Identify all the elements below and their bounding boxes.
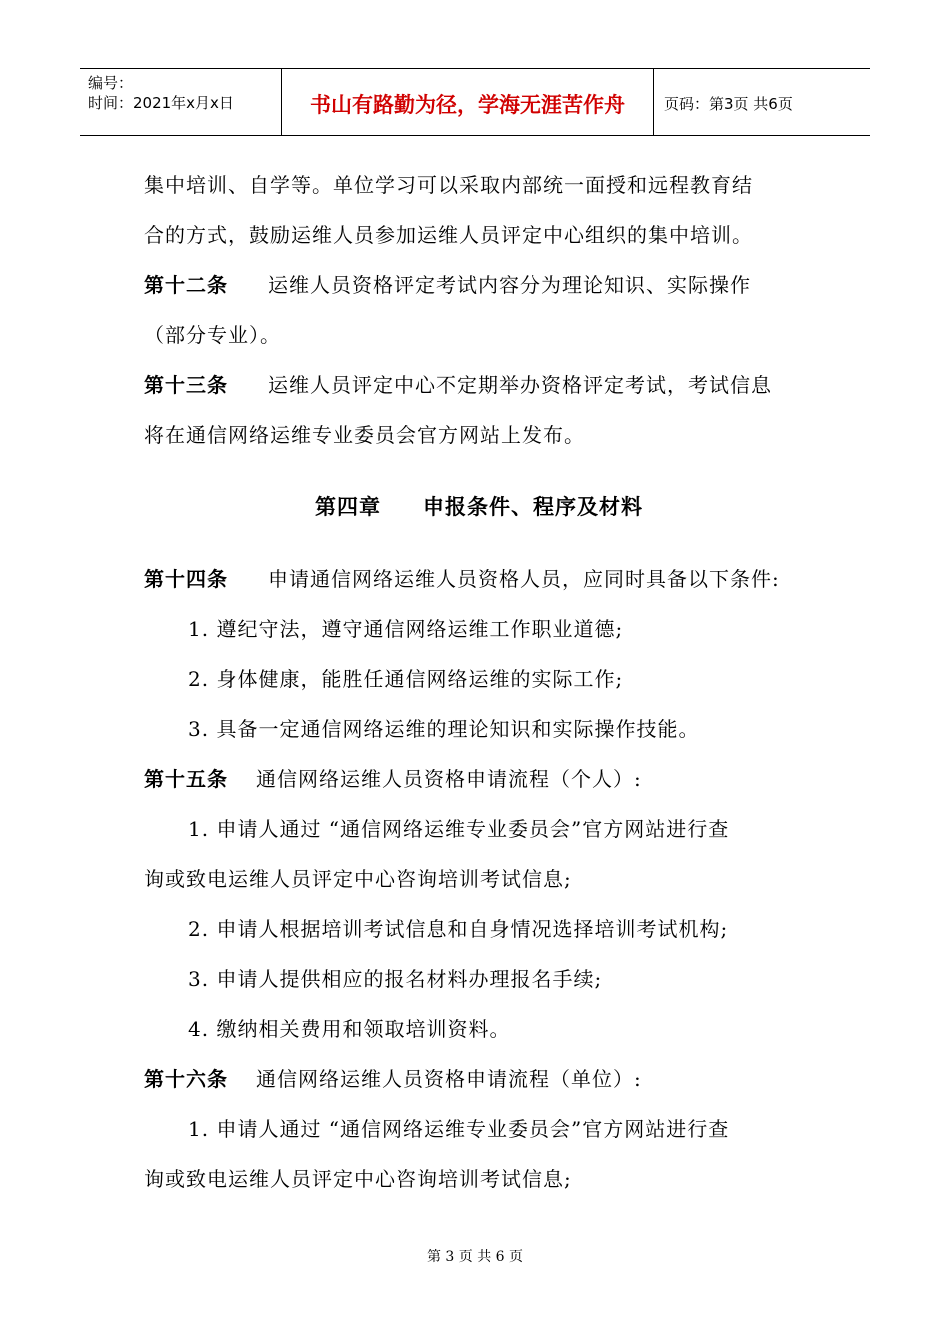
article-label: 第十五条: [144, 767, 228, 791]
document-body: [144, 160, 814, 1204]
article-15: [144, 754, 814, 804]
list-item: 3. 申请人提供相应的报名材料办理报名手续;: [188, 967, 603, 991]
list-item: 2. 申请人根据培训考试信息和自身情况选择培训考试机构;: [188, 917, 729, 941]
page-header: [80, 68, 870, 136]
article-text: 通信网络运维人员资格申请流程（个人）:: [256, 767, 642, 791]
header-meta: [80, 69, 282, 135]
article-13: [144, 360, 814, 410]
header-motto: 书山有路勤为径，学海无涯苦作舟: [282, 69, 654, 135]
paragraph-line: 集中培训、自学等。单位学习可以采取内部统一面授和远程教育结: [144, 173, 753, 197]
article-label: 第十四条: [144, 567, 228, 591]
list-item: 3. 具备一定通信网络运维的理论知识和实际操作技能。: [188, 717, 700, 741]
paragraph-line: （部分专业）。: [144, 323, 281, 347]
article-label: 第十六条: [144, 1067, 228, 1091]
header-page-info: 页码：第3页 共6页: [664, 94, 793, 113]
article-text: 运维人员评定中心不定期举办资格评定考试，考试信息: [268, 373, 772, 397]
list-item: 2. 身体健康，能胜任通信网络运维的实际工作;: [188, 667, 624, 691]
article-14: [144, 554, 814, 604]
list-item: 1. 申请人通过 “通信网络运维专业委员会”官方网站进行查: [188, 1117, 730, 1141]
chapter-heading: [144, 482, 814, 532]
document-date: 时间：2021年x月x日: [88, 94, 234, 112]
article-12: [144, 260, 814, 310]
page-footer: 第 3 页 共 6 页: [426, 1249, 524, 1265]
list-item: 4. 缴纳相关费用和领取培训资料。: [188, 1017, 511, 1041]
document-number-label: 编号：: [88, 74, 134, 92]
paragraph-line: 询或致电运维人员评定中心咨询培训考试信息;: [144, 867, 572, 891]
paragraph-line: 询或致电运维人员评定中心咨询培训考试信息;: [144, 1167, 572, 1191]
article-text: 申请通信网络运维人员资格人员，应同时具备以下条件:: [268, 567, 780, 591]
list-item: 1. 申请人通过 “通信网络运维专业委员会”官方网站进行查: [188, 817, 730, 841]
article-label: 第十二条: [144, 273, 228, 297]
paragraph-line: 合的方式，鼓励运维人员参加运维人员评定中心组织的集中培训。: [144, 223, 753, 247]
paragraph-line: 将在通信网络运维专业委员会官方网站上发布。: [144, 423, 585, 447]
chapter-title: 申报条件、程序及材料: [423, 495, 643, 519]
article-label: 第十三条: [144, 373, 228, 397]
list-item: 1. 遵纪守法，遵守通信网络运维工作职业道德;: [188, 617, 624, 641]
article-16: [144, 1054, 814, 1104]
chapter-number: 第四章: [315, 495, 381, 519]
article-text: 通信网络运维人员资格申请流程（单位）:: [256, 1067, 642, 1091]
article-text: 运维人员资格评定考试内容分为理论知识、实际操作: [268, 273, 751, 297]
